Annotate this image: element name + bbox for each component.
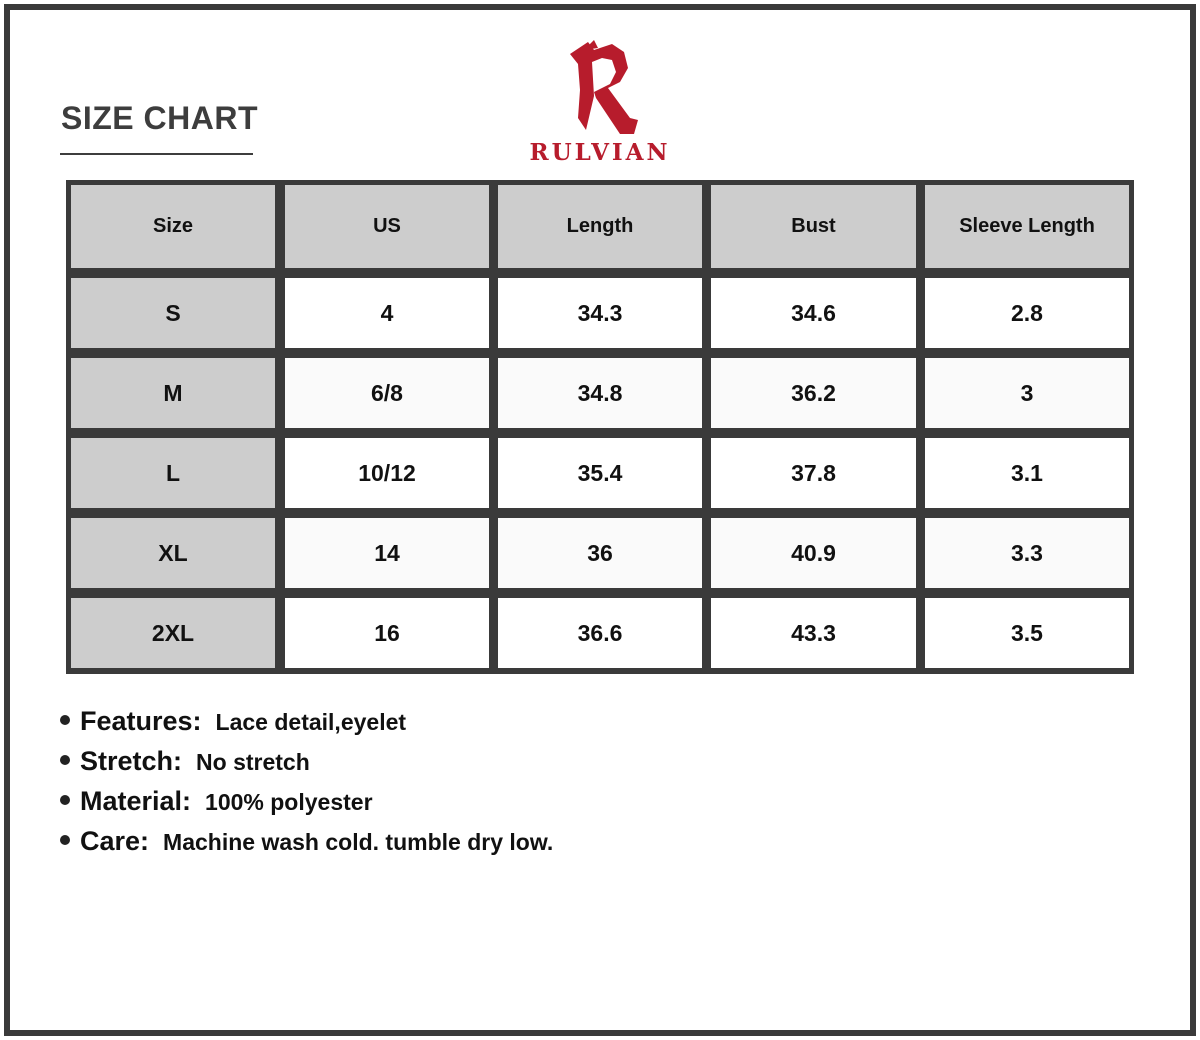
rulvian-r-logo-icon xyxy=(564,40,640,136)
feature-item xyxy=(58,746,553,786)
header-cell-sleeve-length: Sleeve Length xyxy=(925,185,1129,268)
feature-item xyxy=(58,706,553,746)
table-cell-bust: 34.6 xyxy=(711,278,916,348)
header-cell-length: Length xyxy=(498,185,702,268)
table-cell-us: 6/8 xyxy=(285,358,489,428)
table-cell-sleeve-length: 3.1 xyxy=(925,438,1129,508)
bullet-icon xyxy=(60,835,70,845)
title-underline xyxy=(60,153,253,155)
table-cell-length: 35.4 xyxy=(498,438,702,508)
table-cell-size: XL xyxy=(71,518,275,588)
table-cell-length: 34.3 xyxy=(498,278,702,348)
table-cell-bust: 37.8 xyxy=(711,438,916,508)
table-cell-sleeve-length: 3.5 xyxy=(925,598,1129,668)
feature-item xyxy=(58,786,553,826)
table-cell-us: 10/12 xyxy=(285,438,489,508)
table-cell-size: L xyxy=(71,438,275,508)
bullet-icon xyxy=(60,795,70,805)
brand-logo xyxy=(520,40,680,166)
table-cell-us: 14 xyxy=(285,518,489,588)
size-table xyxy=(66,180,1134,674)
header-cell-us: US xyxy=(285,185,489,268)
feature-value: Machine wash cold. tumble dry low. xyxy=(163,829,554,855)
feature-label: Care: xyxy=(80,826,150,856)
table-cell-us: 4 xyxy=(285,278,489,348)
table-cell-us: 16 xyxy=(285,598,489,668)
table-cell-bust: 43.3 xyxy=(711,598,916,668)
header-cell-size: Size xyxy=(71,185,275,268)
table-cell-length: 34.8 xyxy=(498,358,702,428)
table-cell-length: 36.6 xyxy=(498,598,702,668)
bullet-icon xyxy=(60,715,70,725)
feature-value: Lace detail,eyelet xyxy=(215,709,407,735)
feature-value: 100% polyester xyxy=(205,789,373,815)
page-title: SIZE CHART xyxy=(61,100,258,136)
table-cell-bust: 36.2 xyxy=(711,358,916,428)
table-cell-sleeve-length: 2.8 xyxy=(925,278,1129,348)
features-list xyxy=(58,706,553,866)
feature-item xyxy=(58,826,553,866)
table-cell-size: M xyxy=(71,358,275,428)
feature-value: No stretch xyxy=(196,749,310,775)
table-cell-sleeve-length: 3 xyxy=(925,358,1129,428)
feature-label: Material: xyxy=(80,786,192,816)
table-cell-size: S xyxy=(71,278,275,348)
table-cell-size: 2XL xyxy=(71,598,275,668)
header-cell-bust: Bust xyxy=(711,185,916,268)
feature-label: Features: xyxy=(80,706,202,736)
table-cell-length: 36 xyxy=(498,518,702,588)
table-cell-bust: 40.9 xyxy=(711,518,916,588)
table-cell-sleeve-length: 3.3 xyxy=(925,518,1129,588)
feature-label: Stretch: xyxy=(80,746,183,776)
brand-name: RULVIAN xyxy=(529,139,671,166)
bullet-icon xyxy=(60,755,70,765)
